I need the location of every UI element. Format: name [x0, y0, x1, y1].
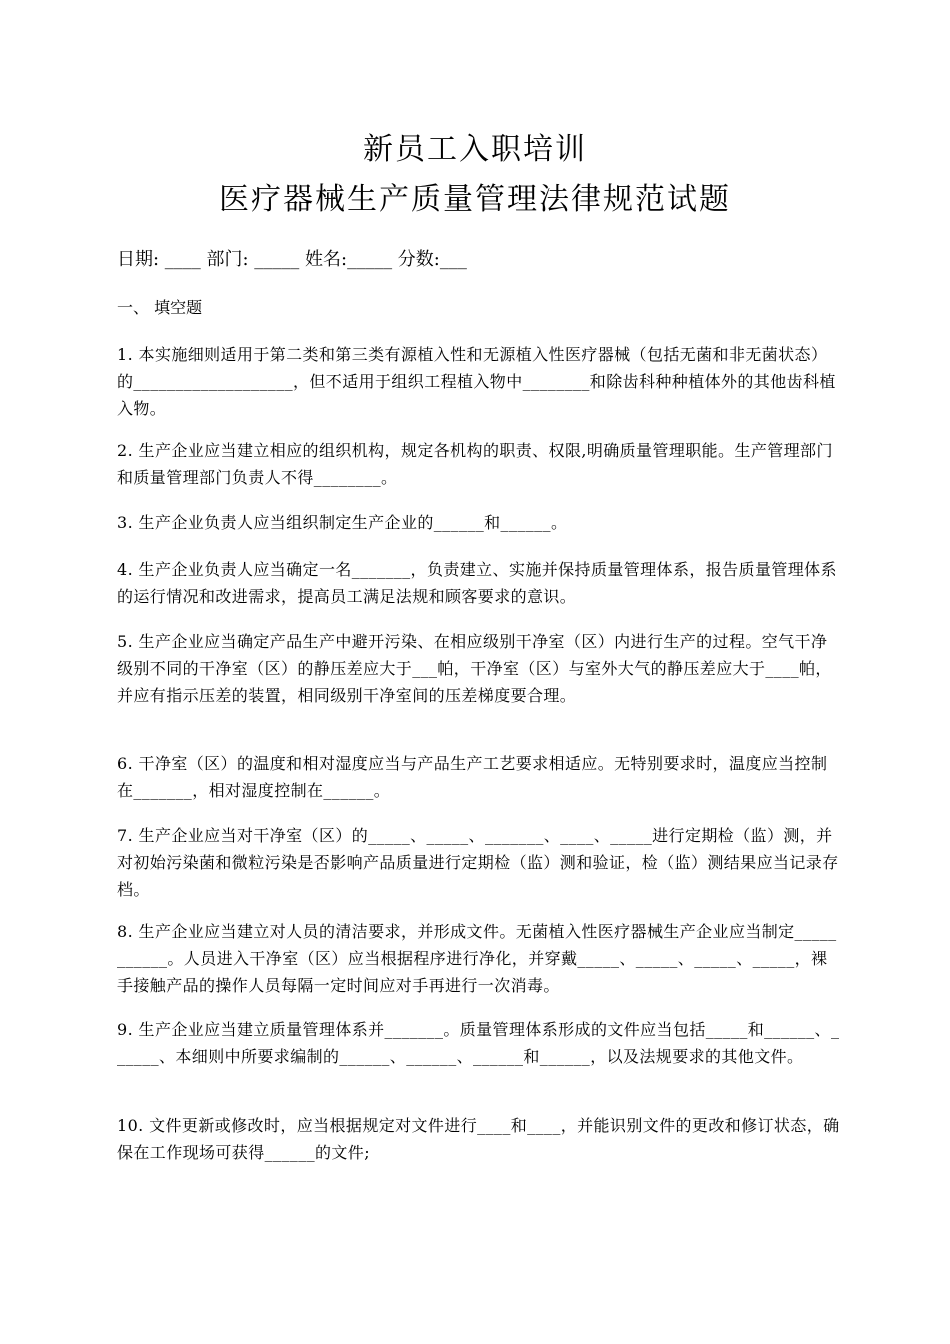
- document-subtitle: 医疗器械生产质量管理法律规范试题: [219, 182, 731, 217]
- question-6: 6. 干净室（区）的温度和相对湿度应当与产品生产工艺要求相适应。无特别要求时，温度应当控制在_______，相对湿度控制在______。: [117, 754, 828, 800]
- document-title: 新员工入职培训: [363, 132, 587, 167]
- question-4: 4. 生产企业负责人应当确定一名_______，负责建立、实施并保持质量管理体系，报告质量管理体系的运行情况和改进需求，提高员工满足法规和顾客要求的意识。: [117, 560, 837, 606]
- question-9: 9. 生产企业应当建立质量管理体系并_______。质量管理体系形成的文件应当包括_____和______、______、本细则中所要求编制的______、______、______和______，以及法规要求的其他文件。: [117, 1020, 840, 1066]
- exam-info-line: 日期: ____ 部门: _____ 姓名:_____ 分数:___: [117, 249, 467, 270]
- question-10: 10. 文件更新或修改时，应当根据规定对文件进行____和____，并能识别文件的更改和修订状态，确保在工作现场可获得______的文件;: [117, 1116, 840, 1162]
- question-7: 7. 生产企业应当对干净室（区）的_____、_____、_______、____、_____进行定期检（监）测，并对初始污染菌和微粒污染是否影响产品质量进行定期检（监）测和验证，检（监）测结果应当记录存档。: [117, 826, 839, 899]
- section-heading: 一、 填空题: [117, 298, 203, 317]
- question-3: 3. 生产企业负责人应当组织制定生产企业的______和______。: [117, 513, 568, 532]
- question-2: 2. 生产企业应当建立相应的组织机构，规定各机构的职责、权限,明确质量管理职能。生产管理部门和质量管理部门负责人不得________。: [117, 441, 833, 487]
- question-1: 1. 本实施细则适用于第二类和第三类有源植入性和无源植入性医疗器械（包括无菌和非无菌状态）的___________________，但不适用于组织工程植入物中________和除齿科种种植体外的其他齿科植入物。: [117, 345, 836, 418]
- question-8: 8. 生产企业应当建立对人员的清洁要求，并形成文件。无菌植入性医疗器械生产企业应当制定___________。人员进入干净室（区）应当根据程序进行净化，并穿戴_____、_____、_____、_____，裸手接触产品的操作人员每隔一定时间应对手再进行一次消毒。: [117, 922, 837, 995]
- question-5: 5. 生产企业应当确定产品生产中避开污染、在相应级别干净室（区）内进行生产的过程。空气干净级别不同的干净室（区）的静压差应大于___帕，干净室（区）与室外大气的静压差应大于____帕，并应有指示压差的装置，相同级别干净室间的压差梯度要合理。: [117, 632, 832, 705]
